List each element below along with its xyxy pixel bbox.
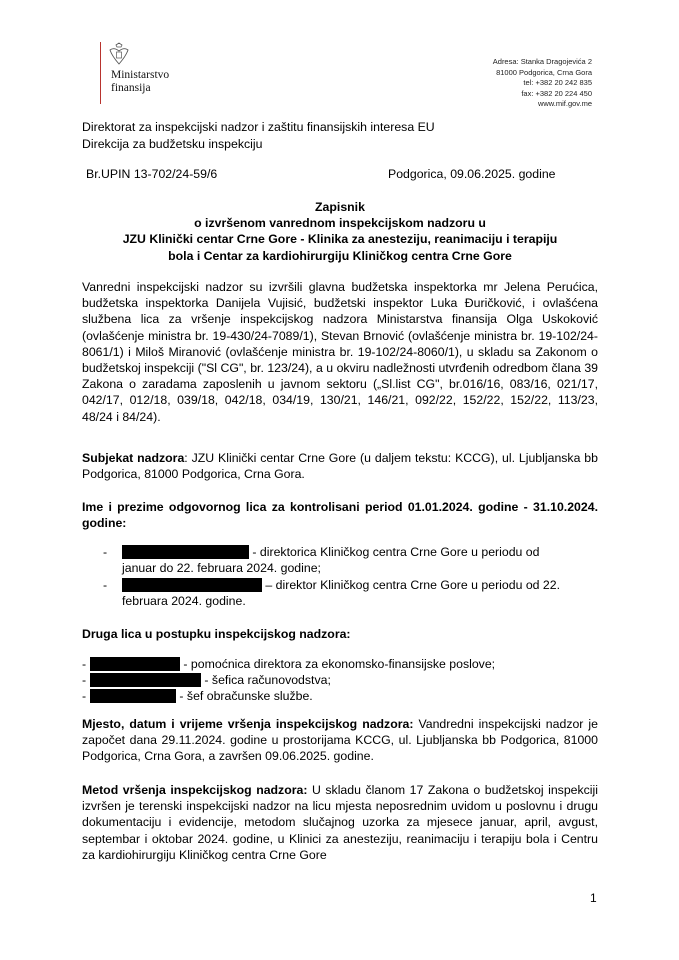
ministry-name-line1: Ministarstvo [111, 69, 170, 81]
website-line: www.mif.gov.me [537, 99, 592, 109]
ministry-name-line2: finansija [111, 82, 151, 94]
place-time-paragraph [82, 716, 598, 765]
page-number: 1 [590, 891, 597, 905]
list-bullet: - [82, 689, 87, 703]
list-bullet: - [82, 673, 87, 687]
place-time-text: Vandredni inspekcijski nadzor je započet dana 29.11.2024. godine u prostorijama KCCG, ul. Ljubljanska bb Podgorica, 81000 Podgorica, Crna Gora, a završen 09.06.2025. godine. [82, 717, 598, 764]
subject-text: : JZU Klinički centar Crne Gore (u daljem tekstu: KCCG), ul. Ljubljanska bb Podgorica, 81000 Podgorica, Crna Gora. [82, 451, 598, 482]
reference-number: Br.UPIN 13-702/24-59/6 [86, 167, 218, 181]
responsible-item [122, 544, 598, 576]
title-line: Zapisnik [315, 200, 365, 214]
redacted-name [90, 657, 180, 671]
responsible-line [122, 577, 598, 593]
ministry-logo [100, 42, 170, 104]
method-text: U skladu članom 17 Zakona o budžetskoj inspekciji izvršen je terenski inspekcijski nadzor na licu mjesta neposrednim uvidom u poslovnu i drugu dokumentaciju i evidencije, metodom slučajnog uzorka za mjesece januar, april, avgust, septembar i oktobar 2024. godine, u Klinici za anesteziju, reanimaciju i terapiju bola i Centru za kardiohirurgiju Kliničkog centra Crne Gore [82, 783, 598, 862]
other-person-item [90, 688, 313, 704]
list-bullet: - [103, 578, 108, 592]
title-line: bola i Centar za kardiohirurgiju Kliničkog centra Crne Gore [168, 248, 512, 263]
address-line: 81000 Podgorica, Crna Gora [496, 67, 592, 77]
responsible-heading: Ime i prezime odgovornog lica za kontrolisani period 01.01.2024. godine - 31.10.2024. godine: [82, 500, 598, 531]
other-person-role: - šefica računovodstva; [201, 673, 331, 687]
responsible-item [122, 577, 598, 609]
redacted-name [90, 689, 176, 703]
subject-paragraph [82, 450, 598, 482]
coat-of-arms-icon [108, 42, 130, 66]
title-line: o izvršenom vanrednom inspekcijskom nadzoru u [194, 216, 486, 231]
phone-line: tel: +382 20 242 835 [523, 78, 592, 88]
document-title [60, 199, 620, 264]
method-label: Metod vršenja inspekcijskog nadzora: [82, 783, 308, 797]
others-heading: Druga lica u postupku inspekcijskog nadzora: [82, 627, 351, 641]
responsible-role: - direktorica Kliničkog centra Crne Gore u periodu od [249, 545, 540, 559]
other-person-item [90, 672, 331, 688]
place-date: Podgorica, 09.06.2025. godine [388, 167, 556, 181]
fax-line: fax: +382 20 224 450 [521, 88, 592, 98]
list-bullet: - [82, 657, 87, 671]
direction: Direkcija za budžetsku inspekciju [82, 137, 263, 151]
title-line: JZU Klinički centar Crne Gore - Klinika za anesteziju, reanimaciju i terapiju [122, 232, 558, 247]
subject-label: Subjekat nadzora [82, 451, 185, 465]
redacted-name [90, 673, 201, 687]
responsible-line [122, 544, 598, 560]
other-person-item [90, 656, 495, 672]
intro-paragraph: Vanredni inspekcijski nadzor su izvršili glavna budžetska inspektorka mr Jelena Perućica, budžetska inspektorka Danijela Vujisić, budžetski inspektor Luka Đuričković, i ovlašćena službena lica za vršenje inspekcijskog nadzora Ministarstva finansija Olga Uskoković (ovlašćenje ministra br. 19-430/24-7089/1), Stevan Brnović (ovlašćenje ministra br. 19-102/24-8061/1) i Miloš Miranović (ovlašćenje ministra br. 19-102/24-8060/1), u skladu sa Zakonom o budžetskoj inspekciji ("Sl CG", br. 123/24), a u okviru nadležnosti utvrđenih odredbom člana 39 Zakona o zaradama zaposlenih u javnom sektoru („Sl.list CG", br.016/16, 083/16, 021/17, 042/17, 012/18, 039/18, 042/18, 034/19, 130/21, 146/21, 092/22, 152/22, 152/22, 113/23, 48/24 i 84/24). [82, 280, 598, 424]
address-block [493, 57, 592, 110]
other-person-role: - pomoćnica direktora za ekonomsko-finansijske poslove; [180, 657, 496, 671]
method-paragraph [82, 782, 598, 863]
place-time-label: Mjesto, datum i vrijeme vršenja inspekcijskog nadzora: [82, 717, 414, 731]
responsible-line: januar do 22. februara 2024. godine; [122, 561, 321, 576]
address-line: Adresa: Stanka Dragojevića 2 [492, 57, 592, 66]
directorate: Direktorat za inspekcijski nadzor i zaštitu finansijskih interesa EU [82, 120, 435, 134]
responsible-role: – direktor Kliničkog centra Crne Gore u periodu od 22. [262, 578, 561, 592]
redacted-name [122, 578, 262, 592]
responsible-line: februara 2024. godine. [122, 594, 246, 609]
list-bullet: - [103, 545, 108, 559]
ministry-name [111, 69, 169, 95]
other-person-role: - šef obračunske službe. [176, 689, 313, 703]
redacted-name [122, 545, 249, 559]
